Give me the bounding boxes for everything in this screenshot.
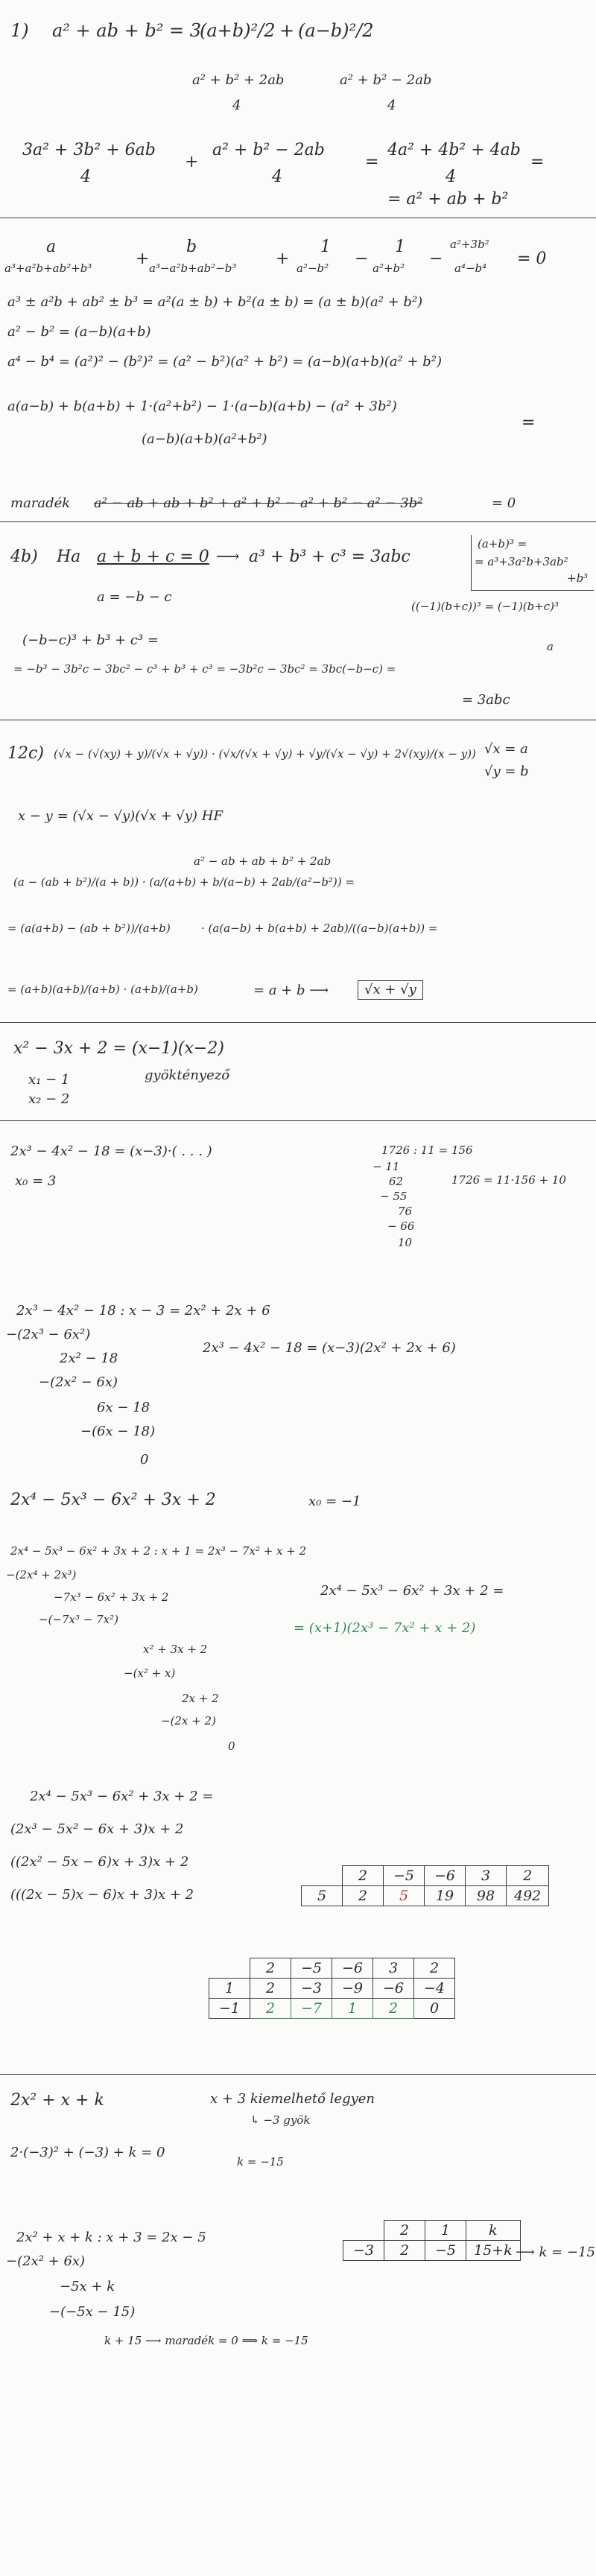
claim: a³ + b³ + c³ = 3abc (249, 548, 410, 566)
divider (0, 1022, 596, 1023)
substituted-expression: (a − (ab + b²)/(a + b)) · (a/(a+b) + b/(a−b) + 2ab/(a²−b²)) = (13, 875, 355, 889)
if-word: Ha (57, 548, 81, 566)
table-cell: 2 (343, 1886, 384, 1906)
division-step: 2x + 2 (182, 1692, 219, 1705)
division-step: −(2x + 2) (161, 1714, 216, 1728)
horner-rewrite: 2x⁴ − 5x³ − 6x² + 3x + 2 = (30, 1789, 214, 1804)
term-3-denominator: a²−b² (297, 261, 329, 275)
table-cell: 1 (425, 2221, 466, 2241)
term-2: (a−b)²/2 (298, 20, 374, 41)
table-cell: 2 (250, 1979, 291, 1999)
substitution: a = −b − c (97, 589, 172, 605)
division-step: 2x² − 18 (60, 1351, 118, 1366)
remainder-expression: a² − ab + ab + b² + a² + b² − a² + b² − a² − 3b² (94, 495, 423, 511)
result: ⟶ k = −15 (516, 2245, 595, 2260)
divider (0, 2074, 596, 2075)
root-guess: x₀ = −1 (308, 1494, 361, 1509)
result: = 3abc (462, 692, 510, 708)
equals-sign: = (522, 413, 536, 432)
plus-sign: + (185, 153, 199, 171)
derivation-line: (−b−c)³ + b³ + c³ = (22, 632, 159, 648)
table-cell: 15+k (466, 2241, 521, 2261)
table-cell: −6 (373, 1979, 414, 1999)
horner-table-2-row (209, 1999, 455, 2019)
factorization-rhs: = (x+1)(2x³ − 7x² + x + 2) (294, 1620, 476, 1636)
table-cell: −9 (332, 1979, 373, 1999)
fraction-2-denominator: 4 (272, 168, 282, 186)
division-step: −(6x − 18) (80, 1424, 156, 1439)
polynomial-division-head: 2x² + x + k : x + 3 = 2x − 5 (16, 2230, 206, 2245)
divider (0, 521, 596, 522)
division-step: − 55 (380, 1190, 408, 1203)
exercise-label: 12c) (7, 744, 44, 763)
horner-table-3-header (343, 2221, 521, 2241)
division-check: 1726 = 11·156 + 10 (451, 1173, 566, 1187)
derivation-line: = −b³ − 3b²c − 3bc² − c³ + b³ + c³ = −3b²c − 3bc² = 3bc(−b−c) = (13, 662, 396, 676)
plus-sign: + (136, 250, 150, 268)
term-2-numerator: b (186, 238, 197, 256)
simplification-right: · (a(a−b) + b(a+b) + 2ab)/((a−b)(a+b)) = (201, 921, 438, 935)
fraction-3-numerator: 4a² + 4b² + 4ab (387, 141, 521, 159)
table-cell (343, 2221, 384, 2241)
root-2: x₂ − 2 (28, 1091, 70, 1107)
table-cell: −3 (291, 1979, 332, 1999)
term-4-denominator: a²+b² (372, 261, 405, 275)
division-step: 76 (398, 1205, 413, 1218)
horner-table-3 (343, 2220, 521, 2261)
minus-sign: − (355, 250, 369, 268)
table-cell: 3 (373, 1958, 414, 1979)
final-answer: √x + √y (358, 980, 423, 1000)
condition: a + b + c = 0 (97, 548, 209, 566)
term-3-numerator: 1 (320, 238, 331, 256)
side-identity: ((−1)(b+c))³ = (−1)(b+c)³ (411, 600, 559, 613)
factorization-difference-fourth: a⁴ − b⁴ = (a²)² − (b²)² = (a² − b²)(a² + b²) = (a−b)(a+b)(a² + b²) (7, 354, 443, 369)
cancellation: = (a+b)(a+b)/(a+b) · (a+b)/(a+b) (7, 983, 198, 996)
common-numerator: a(a−b) + b(a+b) + 1·(a²+b²) − 1·(a−b)(a+b) − (a² + 3b²) (7, 399, 397, 414)
substitution-a: √x = a (484, 741, 528, 757)
simplification-left: = (a(a+b) − (ab + b²))/(a+b) (7, 921, 171, 935)
root-1: x₁ − 1 (28, 1072, 70, 1088)
table-cell: 2 (250, 1999, 291, 2019)
result: k = −15 (237, 2155, 284, 2169)
arrow-icon: ⟶ (216, 548, 240, 566)
table-cell: 2 (250, 1958, 291, 1979)
equation-lhs: a² + ab + b² = 3 (52, 20, 201, 41)
division-step: −(2x⁴ + 2x³) (6, 1568, 77, 1582)
table-cell: 2 (373, 1999, 414, 2019)
division-step: −7x³ − 6x² + 3x + 2 (54, 1590, 169, 1604)
division-step: 10 (398, 1236, 413, 1249)
fraction-1-numerator: 3a² + 3b² + 6ab (22, 141, 156, 159)
expression-rhs: = 0 (517, 250, 547, 268)
root-factor-note: gyöktényező (145, 1067, 230, 1083)
division-step: −(−5x − 15) (49, 2304, 136, 2320)
division-step: 6x − 18 (97, 1400, 150, 1415)
table-cell: 2 (384, 2221, 425, 2241)
remainder-label: maradék (10, 495, 71, 511)
division-step: 0 (228, 1739, 235, 1753)
table-cell: −5 (384, 1866, 425, 1886)
side-note-box (471, 535, 594, 591)
expression: (√x − (√(xy) + y)/(√x + √y)) · (√x/(√x + √y) + √y/(√x − √y) + 2√(xy)/(x − y)) (54, 747, 476, 761)
difference-factorization: x − y = (√x − √y)(√x + √y) HF (18, 808, 223, 824)
side-note-line: = a³+3a²b+3ab² (475, 555, 568, 568)
common-denominator: (a−b)(a+b)(a²+b²) (142, 431, 267, 447)
polynomial-division-head: 2x⁴ − 5x³ − 6x² + 3x + 2 : x + 1 = 2x³ − 7x² + x + 2 (10, 1544, 307, 1558)
condition: x + 3 kiemelhető legyen (210, 2091, 375, 2107)
polynomial: 2x² + x + k (10, 2091, 104, 2110)
table-cell: 1 (332, 1999, 373, 2019)
table-cell: 3 (466, 1866, 507, 1886)
substitution-mark: a (547, 640, 554, 653)
table-cell: −3 (343, 2241, 384, 2261)
side-note-line: +b³ (567, 571, 589, 585)
plus-sign: + (276, 250, 290, 268)
section-number: 1) (10, 20, 29, 41)
equals-sign: = (530, 153, 545, 171)
expansion-1-denominator: 4 (232, 98, 241, 113)
term-1-denominator: a³+a²b+ab²+b³ (4, 261, 92, 275)
horner-table-1-header (302, 1866, 549, 1886)
condition-root: ↳ −3 gyök (250, 2113, 311, 2127)
long-division-example: 1726 : 11 = 156 (381, 1143, 473, 1157)
division-step: −(2x² + 6x) (6, 2253, 86, 2269)
table-cell: k (466, 2221, 521, 2241)
division-result: k + 15 ⟶ maradék = 0 ⟹ k = −15 (104, 2334, 308, 2347)
table-cell: −7 (291, 1999, 332, 2019)
table-cell (302, 1866, 343, 1886)
division-step: −(2x² − 6x) (39, 1374, 118, 1390)
substitution-b: √y = b (484, 764, 529, 779)
division-step: −(2x³ − 6x²) (6, 1327, 91, 1342)
table-cell: 2 (414, 1958, 455, 1979)
plus-sign: + (279, 20, 295, 41)
division-step: − 66 (387, 1219, 415, 1233)
table-cell: −4 (414, 1979, 455, 1999)
result-arrow: = a + b ⟶ (253, 983, 329, 998)
exercise-label: 4b) (10, 548, 38, 566)
horner-table-1-row (302, 1886, 549, 1906)
equation: 2x³ − 4x² − 18 = (x−3)·( . . . ) (10, 1143, 212, 1159)
term-5-denominator: a⁴−b⁴ (454, 261, 487, 275)
division-step: − 11 (372, 1160, 400, 1173)
horner-rewrite: ((2x² − 5x − 6)x + 3)x + 2 (10, 1854, 189, 1870)
table-cell: 492 (507, 1886, 549, 1906)
table-cell: 2 (343, 1866, 384, 1886)
horner-rewrite: (2x³ − 5x² − 6x + 3)x + 2 (10, 1821, 184, 1837)
division-step: 62 (389, 1175, 404, 1188)
polynomial-division-head: 2x³ − 4x² − 18 : x − 3 = 2x² + 2x + 6 (16, 1303, 270, 1319)
table-cell: 1 (209, 1979, 250, 1999)
horner-table-2-header (209, 1958, 455, 1979)
table-cell (209, 1958, 250, 1979)
division-step: −(−7x³ − 7x²) (39, 1613, 118, 1626)
table-cell: 19 (425, 1886, 466, 1906)
table-cell: −6 (425, 1866, 466, 1886)
horner-table-2-row (209, 1979, 455, 1999)
factorization-lhs: 2x⁴ − 5x³ − 6x² + 3x + 2 = (320, 1583, 504, 1599)
table-cell: 5 (384, 1886, 425, 1906)
table-cell: −5 (425, 2241, 466, 2261)
result: = a² + ab + b² (387, 190, 509, 209)
term-4-numerator: 1 (395, 238, 405, 256)
substitution: 2·(−3)² + (−3) + k = 0 (10, 2145, 165, 2160)
table-cell: 98 (466, 1886, 507, 1906)
division-step: −(x² + x) (124, 1666, 176, 1680)
horner-table-1 (301, 1865, 549, 1906)
table-cell: −6 (332, 1958, 373, 1979)
expansion-2: a² + b² − 2ab (340, 72, 432, 88)
equals-sign: = (365, 153, 379, 171)
horner-table-2 (209, 1958, 455, 2019)
side-note: a² − ab + ab + b² + 2ab (194, 854, 332, 868)
division-step: 0 (140, 1452, 149, 1468)
factorization-difference-squares: a² − b² = (a−b)(a+b) (7, 324, 151, 340)
factorization-sum-cubes: a³ ± a²b + ab² ± b³ = a²(a ± b) + b²(a ± b) = (a ± b)(a² + b²) (7, 294, 423, 310)
table-cell: 2 (384, 2241, 425, 2261)
divider (0, 1120, 596, 1121)
polynomial: 2x⁴ − 5x³ − 6x² + 3x + 2 (10, 1491, 216, 1509)
table-cell: 2 (507, 1866, 549, 1886)
table-cell: −5 (291, 1958, 332, 1979)
fraction-3-denominator: 4 (446, 168, 456, 186)
division-step: −5x + k (60, 2279, 115, 2294)
table-cell: −1 (209, 1999, 250, 2019)
remainder-result: = 0 (492, 495, 516, 511)
table-cell: 0 (414, 1999, 455, 2019)
horner-rewrite: (((2x − 5)x − 6)x + 3)x + 2 (10, 1887, 194, 1903)
term-2-denominator: a³−a²b+ab²−b³ (149, 261, 237, 275)
expansion-2-denominator: 4 (387, 98, 396, 113)
fraction-2-numerator: a² + b² − 2ab (212, 141, 325, 159)
expansion-1: a² + b² + 2ab (192, 72, 285, 88)
factorization: x² − 3x + 2 = (x−1)(x−2) (13, 1039, 224, 1058)
minus-sign: − (429, 250, 443, 268)
term-5-numerator: a²+3b² (450, 238, 489, 251)
table-cell: 5 (302, 1886, 343, 1906)
division-result: 2x³ − 4x² − 18 = (x−3)(2x² + 2x + 6) (203, 1340, 456, 1356)
division-step: x² + 3x + 2 (143, 1643, 208, 1656)
horner-table-3-row (343, 2241, 521, 2261)
fraction-1-denominator: 4 (80, 168, 91, 186)
term-1-numerator: a (46, 238, 57, 256)
term-1: (a+b)²/2 (200, 20, 276, 41)
root-guess: x₀ = 3 (15, 1173, 57, 1189)
side-note-line: (a+b)³ = (478, 537, 527, 551)
